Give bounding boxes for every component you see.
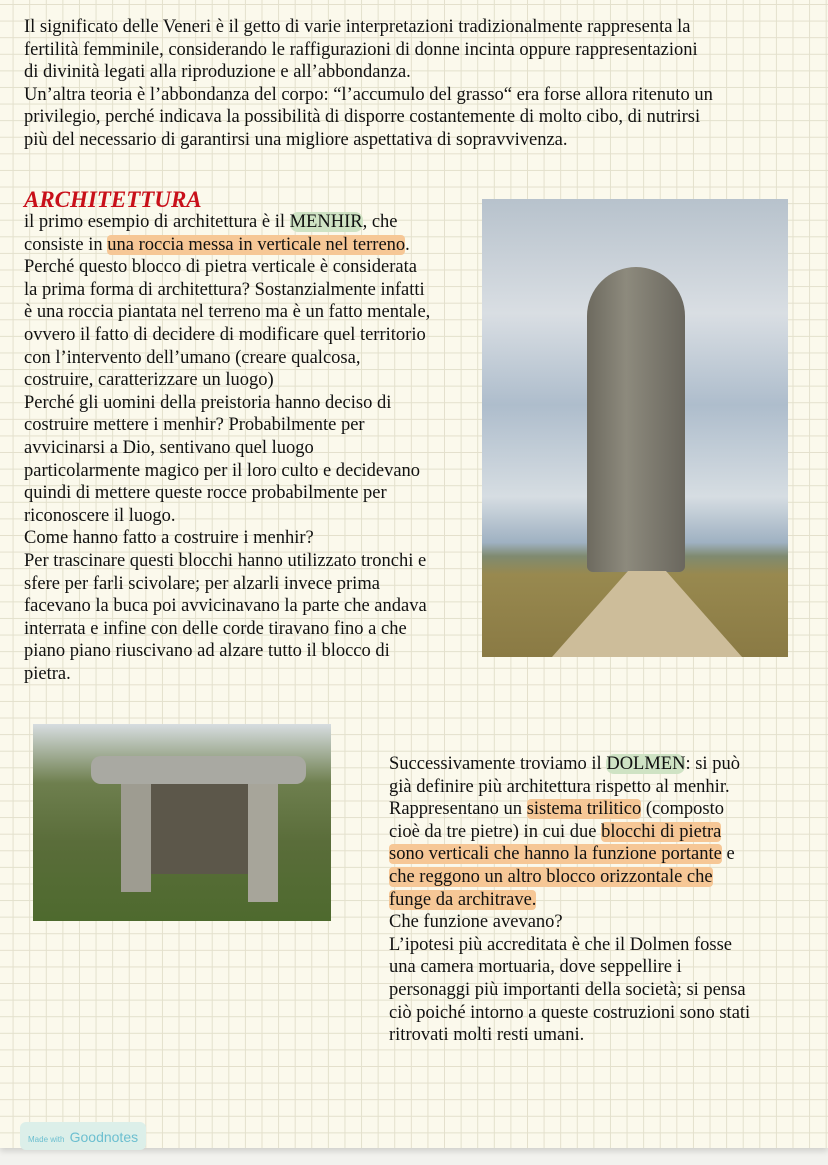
text-segment: la prima forma di architettura? Sostanzialmente infatti	[24, 279, 425, 300]
text-line	[24, 279, 430, 302]
text-segment: quindi di mettere queste rocce probabilmente per	[24, 483, 387, 504]
text-segment: è una roccia piantata nel terreno ma è un fatto mentale,	[24, 302, 431, 323]
badge-brand: Goodnotes	[69, 1129, 139, 1145]
text-segment: già definire più architettura rispetto al menhir.	[389, 776, 730, 797]
text-segment: particolarmente magico per il loro culto e decidevano	[24, 460, 421, 481]
text-segment: Il significato delle Veneri è il getto di varie interpretazioni tradizionalmente rappresenta la	[24, 17, 691, 37]
text-segment: ovvero il fatto di decidere di modificare quel territorio	[24, 324, 426, 345]
text-segment: avvicinarsi a Dio, sentivano quel luogo	[24, 437, 314, 458]
text-segment: e	[721, 844, 735, 865]
text-line	[24, 392, 430, 415]
text-segment: (composto	[641, 799, 724, 820]
text-line	[24, 256, 430, 279]
text-line	[24, 106, 713, 129]
highlight-green: DOLMEN	[606, 754, 686, 774]
text-line	[24, 129, 713, 152]
section-heading: ARCHITETTURA	[24, 187, 202, 212]
text-segment: Un’altra teoria è l’abbondanza del corpo: “l’accumulo del grasso“ era forse allora ritenuto un	[24, 84, 713, 105]
text-segment: ritrovati molti resti umani.	[389, 1025, 585, 1046]
text-segment: Perché questo blocco di pietra verticale è considerata	[24, 257, 417, 278]
text-line	[24, 505, 430, 528]
highlight-orange: sono verticali che hanno la funzione portante	[389, 844, 722, 865]
menhir-text	[24, 211, 430, 685]
text-segment: con l’intervento dell’umano (creare qualcosa,	[24, 347, 361, 368]
highlight-orange: funge da architrave.	[389, 889, 537, 910]
text-line	[24, 437, 430, 460]
text-line	[24, 414, 430, 437]
text-segment: di divinità legati alla riproduzione e all’abbondanza.	[24, 62, 411, 83]
text-line	[24, 324, 430, 347]
text-line	[24, 301, 430, 324]
text-segment: privilegio, perché indicava la possibilità di disporre costantemente di molto cibo, di nutrirsi	[24, 107, 701, 128]
text-line	[24, 550, 430, 573]
text-segment: personaggi più importanti della società; si pensa	[389, 979, 746, 1000]
text-line	[24, 640, 430, 663]
text-segment: una camera mortuaria, dove seppellire i	[389, 957, 682, 978]
text-line	[24, 369, 430, 392]
text-line	[389, 979, 750, 1002]
text-line	[389, 1024, 750, 1047]
text-segment: fertilità femminile, considerando le raffigurazioni di donne incinta oppure rappresentazioni	[24, 39, 698, 60]
text-segment: Successivamente troviamo il	[389, 754, 607, 774]
goodnotes-badge[interactable]	[20, 1122, 146, 1150]
text-segment: più del necessario di garantirsi una migliore aspettativa di sopravvivenza.	[24, 129, 568, 150]
text-line	[389, 843, 750, 866]
text-line	[389, 866, 750, 889]
text-line	[24, 39, 713, 62]
highlight-orange: una roccia messa in verticale nel terreno	[107, 234, 406, 255]
text-line	[389, 1002, 750, 1025]
text-line	[24, 618, 430, 641]
text-line	[24, 527, 430, 550]
text-line	[24, 482, 430, 505]
text-segment: ciò poiché intorno a queste costruzioni sono stati	[389, 1002, 751, 1023]
text-segment: Per trascinare questi blocchi hanno utilizzato tronchi e	[24, 550, 427, 571]
text-segment: il primo esempio di architettura è il	[24, 212, 290, 232]
highlight-orange: sistema trilitico	[526, 799, 642, 820]
text-segment: costruire, caratterizzare un luogo)	[24, 370, 274, 391]
text-segment: costruire mettere i menhir? Probabilmente per	[24, 415, 365, 436]
text-line	[24, 84, 713, 107]
text-line	[24, 61, 713, 84]
text-segment: Come hanno fatto a costruire i menhir?	[24, 528, 314, 549]
text-line	[24, 234, 430, 257]
intro-paragraph	[24, 16, 713, 152]
text-segment: .	[405, 234, 410, 255]
highlight-orange: blocchi di pietra	[601, 821, 722, 842]
badge-small-text: Made with	[28, 1135, 65, 1144]
text-segment: Perché gli uomini della preistoria hanno deciso di	[24, 392, 392, 413]
text-segment: : si può	[685, 754, 740, 774]
text-segment: Rappresentano un	[389, 799, 527, 820]
text-segment: L’ipotesi più accreditata è che il Dolmen fosse	[389, 934, 732, 955]
text-line	[389, 753, 750, 776]
highlight-orange: che reggono un altro blocco orizzontale che	[389, 866, 713, 887]
text-line	[24, 573, 430, 596]
dolmen-photo	[33, 724, 331, 921]
text-segment: interrata e infine con delle corde tiravano fino a che	[24, 618, 407, 639]
text-segment: riconoscere il luogo.	[24, 505, 176, 526]
text-segment: consiste in	[24, 234, 108, 255]
text-line	[389, 821, 750, 844]
text-segment: Che funzione avevano?	[389, 912, 563, 933]
highlight-green: MENHIR	[289, 212, 363, 232]
menhir-photo	[482, 199, 788, 657]
text-segment: sfere per farli scivolare; per alzarli invece prima	[24, 573, 380, 594]
dolmen-text	[389, 753, 750, 1047]
text-line	[389, 889, 750, 912]
text-segment: pietra.	[24, 663, 71, 684]
text-line	[24, 460, 430, 483]
text-line	[389, 798, 750, 821]
text-line	[24, 211, 430, 234]
text-line	[389, 956, 750, 979]
text-line	[24, 347, 430, 370]
text-segment: facevano la buca poi avvicinavano la parte che andava	[24, 596, 427, 617]
text-segment: , che	[362, 212, 398, 232]
text-line	[24, 663, 430, 686]
text-segment: cioè da tre pietre) in cui due	[389, 821, 602, 842]
text-line	[389, 934, 750, 957]
text-line	[24, 16, 713, 39]
text-line	[389, 776, 750, 799]
text-line	[24, 595, 430, 618]
text-segment: piano piano riuscivano ad alzare tutto il blocco di	[24, 641, 390, 662]
text-line	[389, 911, 750, 934]
